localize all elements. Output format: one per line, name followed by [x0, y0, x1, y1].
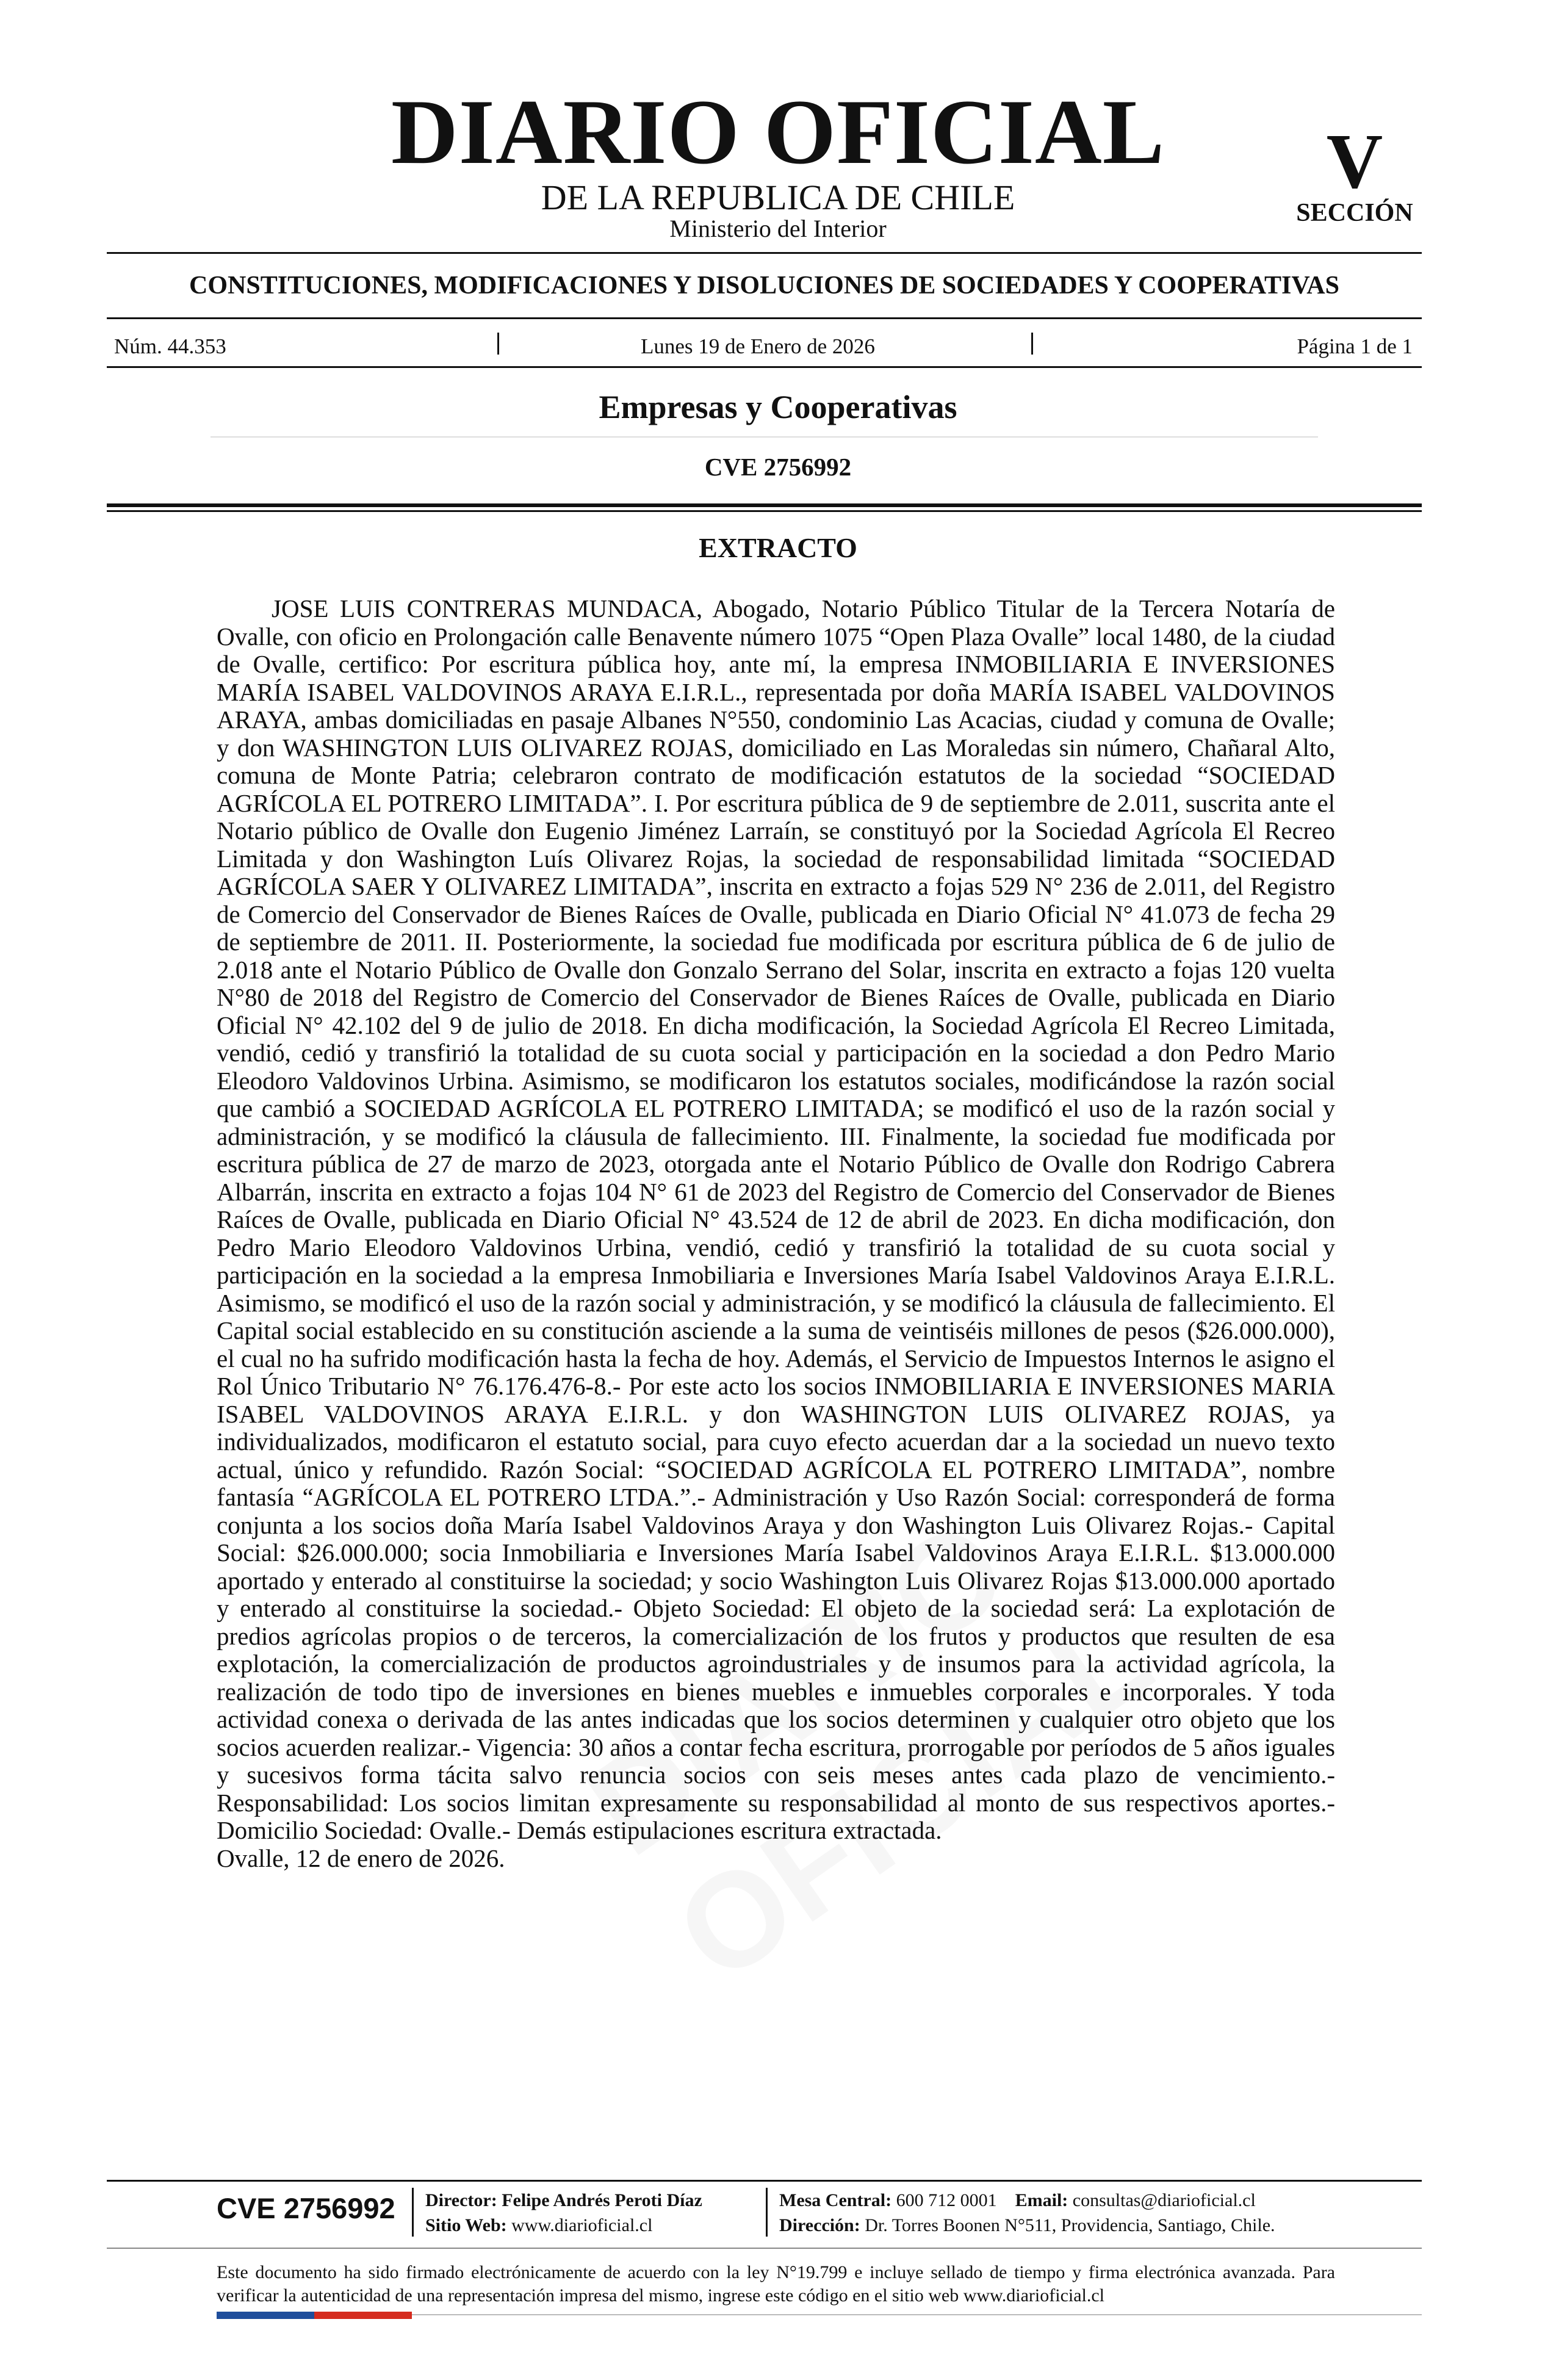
- document-body-text: JOSE LUIS CONTRERAS MUNDACA, Abogado, Notario Público Titular de la Tercera Notaría de Ovalle, con oficio en Prolongación calle Benavente número 1075 “Open Plaza Ovalle” local 1480, de la ciudad de Ovalle, certifico: Por escritura pública hoy, ante mí, la empresa INMOBILIARIA E INVERSIONES MARÍA ISABEL VALDOVINOS ARAYA E.I.R.L., representada por doña MARÍA ISABEL VALDOVINOS ARAYA, ambas domiciliadas en pasaje Albanes N°550, condominio Las Acacias, ciudad y comuna de Ovalle; y don WASHINGTON LUIS OLIVAREZ ROJAS, domiciliado en Las Moraledas sin número, Chañaral Alto, comuna de Monte Patria; celebraron contrato de modificación estatutos de la sociedad “SOCIEDAD AGRÍCOLA EL POTRERO LIMITADA”. I. Por escritura pública de 9 de septiembre de 2.011, suscrita ante el Notario público de Ovalle don Eugenio Jiménez Larraín, se constituyó por la Sociedad Agrícola El Recreo Limitada y don Washington Luís Olivarez Rojas, la sociedad de responsabilidad limitada “SOCIEDAD AGRÍCOLA SAER Y OLIVAREZ LIMITADA”, inscrita en extracto a fojas 529 N° 236 de 2.011, del Registro de Comercio del Conservador de Bienes Raíces de Ovalle, publicada en Diario Oficial N° 41.073 de fecha 29 de septiembre de 2011. II. Posteriormente, la sociedad fue modificada por escritura pública de 6 de julio de 2.018 ante el Notario Público de Ovalle don Gonzalo Serrano del Solar, inscrita en extracto a fojas 120 vuelta N°80 de 2018 del Registro de Comercio del Conservador de Bienes Raíces de Ovalle, publicada en Diario Oficial N° 42.102 del 9 de julio de 2018. En dicha modificación, la Sociedad Agrícola El Recreo Limitada, vendió, cedió y transfirió la totalidad de su cuota social y participación en la sociedad a don Pedro Mario Eleodoro Valdovinos Urbina. Asimismo, se modificaron los estatutos sociales, modificándose la razón social que cambió a SOCIEDAD AGRÍCOLA EL POTRERO LIMITADA; se modificó el uso de la razón social y administración, y se modificó la cláusula de fallecimiento. III. Finalmente, la sociedad fue modificada por escritura pública de 27 de marzo de 2023, otorgada ante el Notario Público de Ovalle don Rodrigo Cabrera Albarrán, inscrita en extracto a fojas 104 N° 61 de 2023 del Registro de Comercio del Conservador de Bienes Raíces de Ovalle, publicada en Diario Oficial N° 43.524 de 12 de abril de 2023. En dicha modificación, don Pedro Mario Eleodoro Valdovinos Urbina, vendió, cedió y transfirió la totalidad de su cuota social y participación en la sociedad a la empresa Inmobiliaria e Inversiones María Isabel Valdovinos Araya E.I.R.L. Asimismo, se modificó el uso de la razón social y administración, y se modificó la cláusula de fallecimiento. El Capital social establecido en su constitución asciende a la suma de veintiséis millones de pesos ($26.000.000), el cual no ha sufrido modificación hasta la fecha de hoy. Además, el Servicio de Impuestos Internos le asigno el Rol Único Tributario N° 76.176.476-8.- Por este acto los socios INMOBILIARIA E INVERSIONES MARIA ISABEL VALDOVINOS ARAYA E.I.R.L. y don WASHINGTON LUIS OLIVAREZ ROJAS, ya individualizados, modificaron el estatuto social, para cuyo efecto acuerdan dar a la sociedad un nuevo texto actual, único y refundido. Razón Social: “SOCIEDAD AGRÍCOLA EL POTRERO LIMITADA”, nombre fantasía “AGRÍCOLA EL POTRERO LTDA.”.- Administración y Uso Razón Social: corresponderá de forma conjunta a los socios doña María Isabel Valdovinos Araya y don Washington Luis Olivarez Rojas.- Capital Social: $26.000.000; socia Inmobiliaria e Inversiones María Isabel Valdovinos Araya E.I.R.L. $13.000.000 aportado y enterado al constituirse la sociedad; y socio Washington Luis Olivarez Rojas $13.000.000 aportado y enterado al constituirse la sociedad.- Objeto Sociedad: El objeto de la sociedad será: La explotación de predios agrícolas propios o de terceros, la comercialización de los frutos y productos que resulten de esa explotación, la comercialización de productos agroindustriales y de insumos para la actividad agrícola, la realización de todo tipo de inversiones en bienes muebles e inmuebles corporales e incorporales. Y toda actividad conexa o derivada de las antes indicadas que los socios determinen y cualquier otro objeto que los socios acuerden realizar.- Vigencia: 30 años a contar fecha escritura, prorrogable por períodos de 5 años iguales y sucesivos forma tácita salvo renuncia socios con seis meses antes cada plazo de vencimiento.- Responsabilidad: Los socios limitan expresamente su responsabilidad al monto de sus respectivos aportes.- Domicilio Sociedad: Ovalle.- Demás estipulaciones escritura extractada.: [217, 594, 1335, 1844]
- masthead-rule: [107, 252, 1422, 254]
- website-label: Sitio Web:: [425, 2215, 507, 2235]
- category-rule: [107, 317, 1422, 319]
- cve-rule-thin: [107, 510, 1422, 512]
- footer-rule: [107, 2180, 1422, 2182]
- masthead-title: DIARIO OFICIAL: [391, 81, 1165, 183]
- masthead-ministry: Ministerio del Interior: [669, 215, 887, 242]
- director-label: Director:: [425, 2190, 497, 2210]
- document-closing: Ovalle, 12 de enero de 2026.: [217, 1844, 505, 1872]
- footer-note: Este documento ha sido firmado electrónicamente de acuerdo con la ley N°19.799 e incluye sellado de tiempo y firma electrónica avanzada. Para verificar la autenticidad de una representación impresa del mismo, ingrese este código en el sitio web www.diarioficial.cl: [217, 2262, 1335, 2306]
- website-link[interactable]: www.diarioficial.cl: [511, 2215, 653, 2235]
- document-title: EXTRACTO: [699, 532, 857, 563]
- footer-rule-base: [412, 2314, 1422, 2315]
- issue-rule: [107, 366, 1422, 368]
- footer-contact-block: [779, 2188, 1275, 2238]
- address-text: Dr. Torres Boonen N°511, Providencia, Santiago, Chile.: [865, 2215, 1275, 2235]
- issue-number: Núm. 44.353: [114, 334, 226, 358]
- cve-rule-thick: [107, 503, 1422, 507]
- email-link[interactable]: consultas@diarioficial.cl: [1072, 2190, 1256, 2210]
- footer-rule-bottom: [107, 2248, 1422, 2249]
- document-body: [217, 595, 1335, 1872]
- issue-separator: [1031, 333, 1033, 355]
- section-letter: V: [1326, 118, 1383, 204]
- section-heading: Empresas y Cooperativas: [599, 389, 957, 425]
- email-label: Email:: [1015, 2190, 1068, 2210]
- issue-date: Lunes 19 de Enero de 2026: [641, 334, 875, 358]
- flag-stripe-blue: [217, 2312, 314, 2319]
- footer-cve: CVE 2756992: [217, 2192, 395, 2224]
- footer-separator: [412, 2188, 414, 2237]
- footer-separator: [766, 2188, 768, 2237]
- address-label: Dirección:: [779, 2215, 860, 2235]
- flag-stripe-red: [314, 2312, 412, 2319]
- director-name: Felipe Andrés Peroti Díaz: [502, 2190, 702, 2210]
- cve-header: CVE 2756992: [704, 453, 852, 481]
- phone-number: 600 712 0001: [896, 2190, 997, 2210]
- masthead-subtitle: DE LA REPUBLICA DE CHILE: [541, 178, 1015, 217]
- section-word: SECCIÓN: [1296, 199, 1413, 227]
- issue-page: Página 1 de 1: [1297, 334, 1413, 358]
- category-heading: CONSTITUCIONES, MODIFICACIONES Y DISOLUCIONES DE SOCIEDADES Y COOPERATIVAS: [189, 272, 1339, 300]
- section-heading-underline: [211, 436, 1318, 438]
- phone-label: Mesa Central:: [779, 2190, 892, 2210]
- footer-director-block: [425, 2188, 702, 2238]
- issue-separator: [497, 333, 499, 355]
